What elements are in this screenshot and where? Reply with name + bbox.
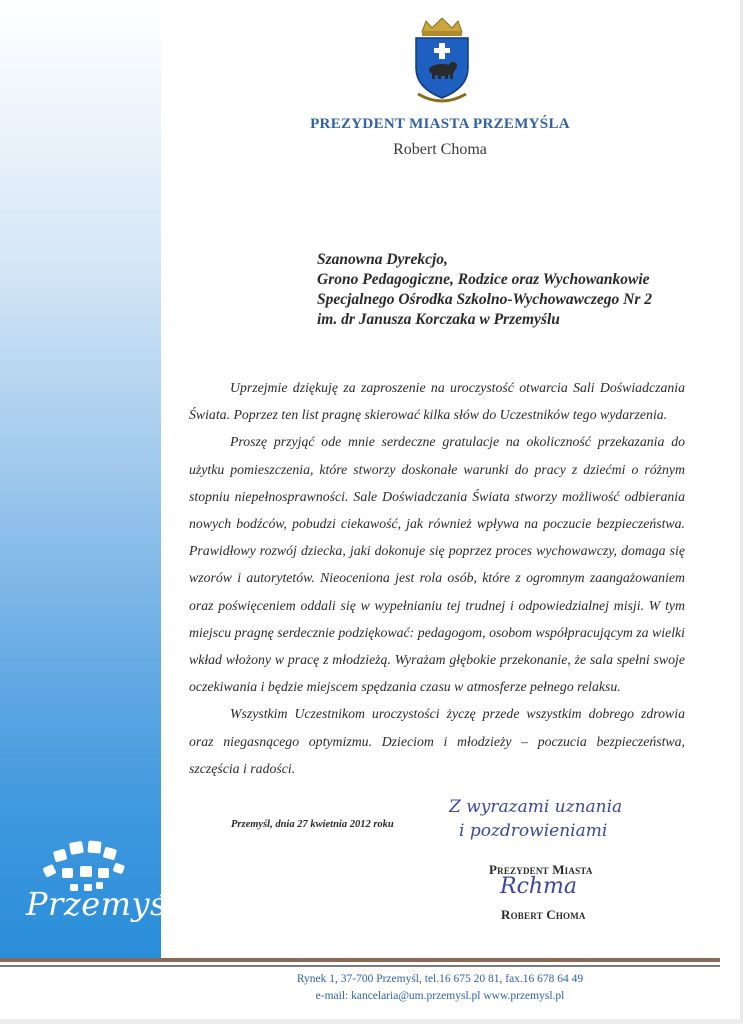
scan-edge (0, 1019, 743, 1024)
address-line: Szanowna Dyrekcjo, (317, 251, 448, 268)
address-line: im. dr Janusza Korczaka w Przemyślu (317, 311, 560, 328)
body-paragraph: Wszystkim Uczestnikom uroczystości życzę przede wszystkim dobrego zdrowia oraz niegasnącego optymizmu. Dzieciom i młodzieży – poczucia bezpieczeństwa, szczęścia i radości. (189, 706, 685, 776)
address-line: Grono Pedagogiczne, Rodzice oraz Wychowankowie (317, 271, 650, 288)
footer-divider (0, 965, 720, 967)
signature-name: Robert Choma (501, 907, 586, 922)
body-paragraph: Uprzejmie dziękuję za zaproszenie na uroczystość otwarcia Sali Doświadczania Świata. Poprzez ten list pragnę skierować kilka słów do Uczestników tego wydarzenia. (189, 380, 685, 423)
footer-contact: Rynek 1, 37-700 Przemyśl, tel.16 675 20 81, fax.16 678 64 49 (296, 973, 584, 985)
footer-email-web: e-mail: kancelaria@um.przemysl.pl www.przemysl.pl (315, 990, 565, 1002)
przemysl-logo-text: Przemyśl (26, 885, 178, 923)
footer-divider (0, 958, 720, 962)
signature-scribble: Rchma (500, 874, 578, 899)
handwritten-note (449, 795, 689, 843)
handwritten-line: i pozdrowieniami (459, 821, 608, 841)
handwritten-line: Z wyrazami uznania (449, 797, 623, 817)
signature-title: Prezydent Miasta (489, 862, 593, 877)
address-block (317, 250, 652, 330)
address-line: Specjalnego Ośrodka Szkolno-Wychowawczego Nr 2 (317, 291, 652, 308)
coat-of-arms-icon (408, 18, 476, 104)
letter-body (189, 374, 685, 782)
header-name: Robert Choma (393, 141, 487, 158)
body-paragraph: Proszę przyjąć ode mnie serdeczne gratulacje na okoliczność przekazania do użytku pomieszczenia, które stworzy doskonałe warunki do pracy z dziećmi o różnym stopniu niepełnosprawności. Sale Doświadczania Świata stworzy możliwość odbierania nowych bodźców, pobudzi ciekawość, jak również wpływa na poczucie bezpieczeństwa. Prawidłowy rozwój dziecka, jaki dokonuje się poprzez proces wychowawczy, domaga się wzorów i autorytetów. Nieoceniona jest rola osób, które z ogromnym zaangażowaniem oraz poświęceniem oddali się w wypełnianiu tej trudnej i odpowiedzialnej misji. W tym miejscu pragnę serdecznie podziękować: pedagogom, osobom współpracującym za wielki wkład włożony w pracę z młodzieżą. Wyrażam głębokie przekonanie, że sala spełni swoje oczekiwania i będzie miejscem spędzania czasu w atmosferze pełnego relaksu. (189, 434, 685, 695)
letter-date: Przemyśl, dnia 27 kwietnia 2012 roku (231, 819, 394, 830)
header-title: PREZYDENT MIASTA PRZEMYŚLA (310, 116, 570, 132)
